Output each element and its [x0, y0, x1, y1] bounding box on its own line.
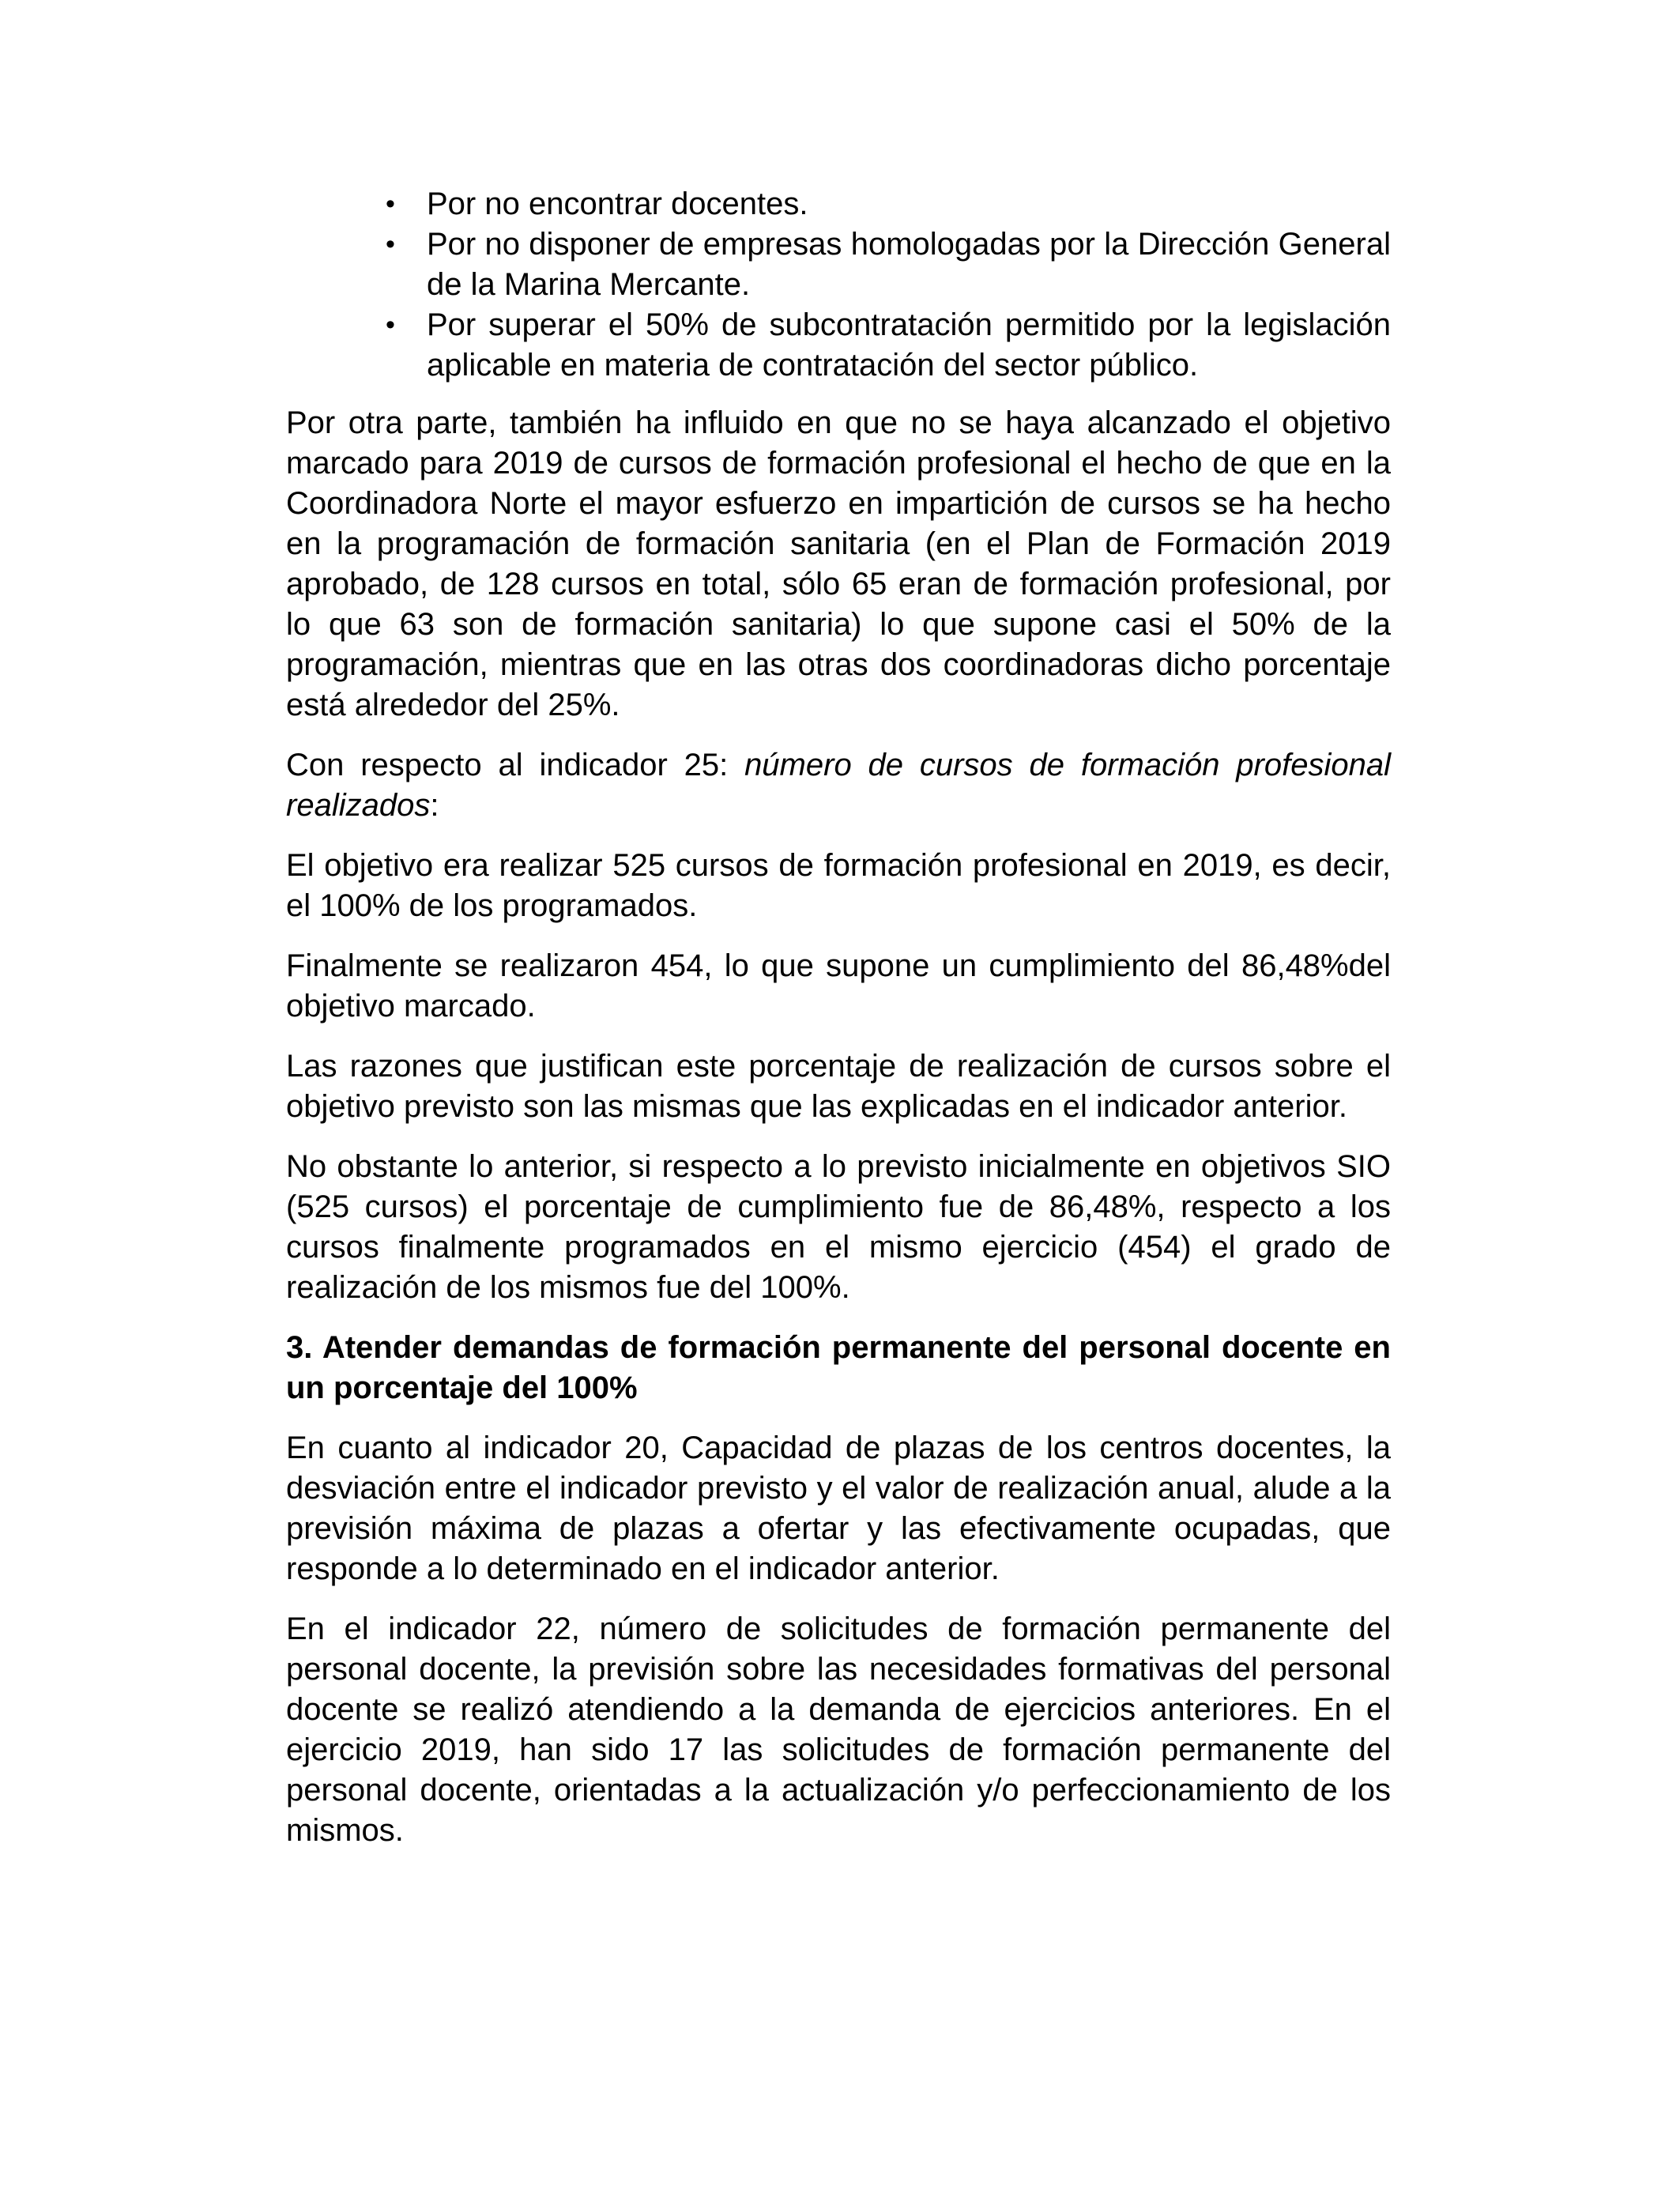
paragraph-indicador-22: En el indicador 22, número de solicitudes de formación permanente del personal docente, la previsión sobre las necesidades formativas del personal docente se realizó atendiendo a la demanda de ejercicios anteriores. En el ejercicio 2019, han sido 17 las solicitudes de formación permanente del personal docente, orientadas a la actualización y/o perfeccionamiento de los mismos. [286, 1612, 1391, 1848]
list-item [386, 184, 1391, 224]
bullet-icon: • [386, 310, 395, 340]
list-item-text: Por no encontrar docentes. [427, 187, 808, 221]
bullet-icon: • [386, 189, 395, 219]
indicator-intro: Con respecto al indicador 25: [286, 748, 745, 782]
reasons-list [286, 184, 1391, 386]
section-heading: 3. Atender demandas de formación permanente del personal docente en un porcentaje del 100% [286, 1330, 1391, 1405]
list-item [386, 224, 1391, 305]
list-item-text: Por no disponer de empresas homologadas por la Dirección General de la Marina Mercante. [427, 227, 1391, 302]
bullet-icon: • [386, 229, 395, 259]
document-page [286, 184, 1391, 1871]
paragraph-no-obstante: No obstante lo anterior, si respecto a lo previsto inicialmente en objetivos SIO (525 cursos) el porcentaje de cumplimiento fue de 86,48%, respecto a los cursos finalmente programados en el mismo ejercicio (454) el grado de realización de los mismos fue del 100%. [286, 1149, 1391, 1305]
list-item-text: Por superar el 50% de subcontratación permitido por la legislación aplicable en materia de contratación del sector público. [427, 307, 1391, 383]
paragraph-objetivo: El objetivo era realizar 525 cursos de formación profesional en 2019, es decir, el 100% de los programados. [286, 848, 1391, 923]
paragraph-indicador-25 [286, 745, 1391, 826]
indicator-colon: : [430, 788, 439, 823]
indicator-name: número de cursos de formación profesional realizados [286, 748, 1391, 823]
paragraph-coordinadora-norte: Por otra parte, también ha influido en que no se haya alcanzado el objetivo marcado para 2019 de cursos de formación profesional el hecho de que en la Coordinadora Norte el mayor esfuerzo en impartición de cursos se ha hecho en la programación de formación sanitaria (en el Plan de Formación 2019 aprobado, de 128 cursos en total, sólo 65 eran de formación profesional, por lo que 63 son de formación sanitaria) lo que supone casi el 50% de la programación, mientras que en las otras dos coordinadoras dicho porcentaje está alrededor del 25%. [286, 405, 1391, 722]
paragraph-razones: Las razones que justifican este porcentaje de realización de cursos sobre el objetivo previsto son las mismas que las explicadas en el indicador anterior. [286, 1049, 1391, 1124]
list-item [386, 305, 1391, 386]
paragraph-indicador-20: En cuanto al indicador 20, Capacidad de plazas de los centros docentes, la desviación entre el indicador previsto y el valor de realización anual, alude a la previsión máxima de plazas a ofertar y las efectivamente ocupadas, que responde a lo determinado en el indicador anterior. [286, 1431, 1391, 1586]
paragraph-realizados: Finalmente se realizaron 454, lo que supone un cumplimiento del 86,48%del objetivo marcado. [286, 948, 1391, 1023]
